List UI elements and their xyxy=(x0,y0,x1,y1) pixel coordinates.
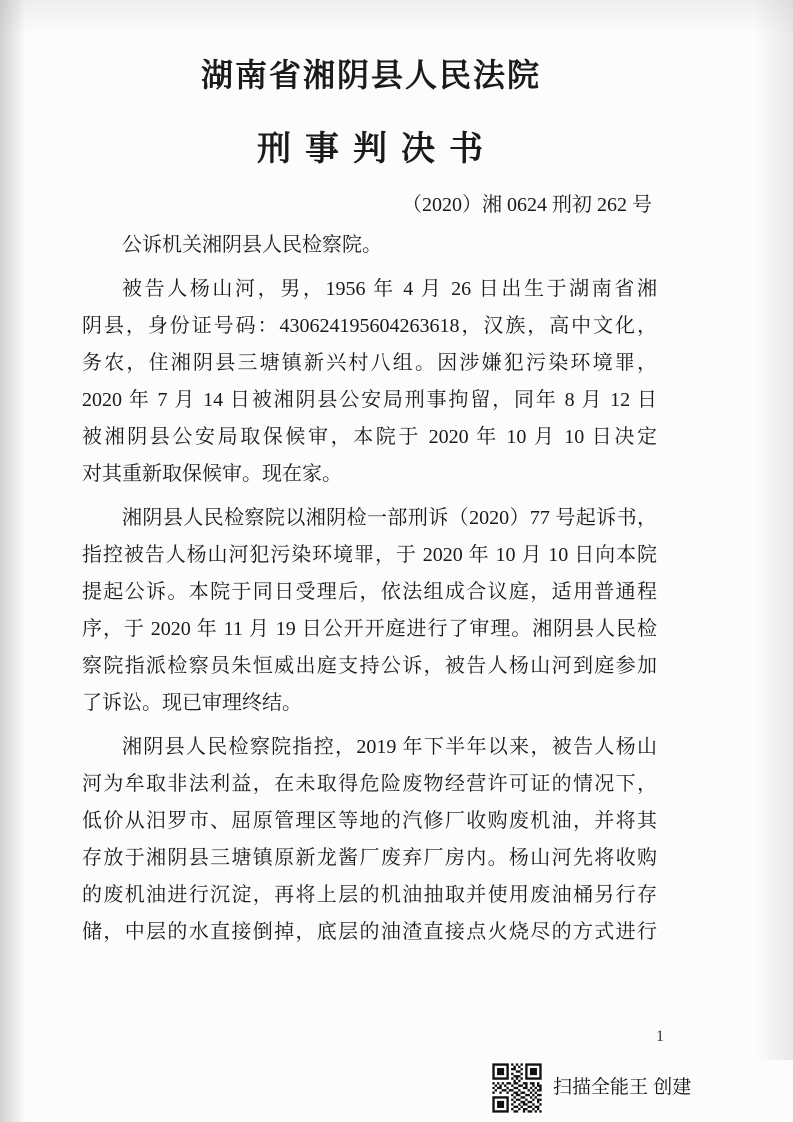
body-line: 2020 年 7 月 14 日被湘阴县公安局刑事拘留，同年 8 月 12 日 xyxy=(82,389,657,411)
paragraph-charges xyxy=(82,729,657,951)
body-line: 察院指派检察员朱恒威出庭支持公诉，被告人杨山河到庭参加 xyxy=(82,655,657,677)
body-line: 存放于湘阴县三塘镇原新龙酱厂废弃厂房内。杨山河先将收购 xyxy=(82,847,657,869)
paragraph-prosecutor xyxy=(82,227,657,264)
body-line: 储，中层的水直接倒掉，底层的油渣直接点火烧尽的方式进行 xyxy=(82,921,657,943)
judgment-body xyxy=(82,227,657,958)
body-line: 了诉讼。现已审理终结。 xyxy=(82,692,302,714)
body-line: 阴县，身份证号码：430624195604263618，汉族，高中文化， xyxy=(82,315,657,337)
document-type-heading: 刑事判决书 xyxy=(257,131,497,168)
body-line: 的废机油进行沉淀，再将上层的机油抽取并使用废油桶另行存 xyxy=(82,884,657,906)
scan-shadow-top xyxy=(0,0,793,36)
scanner-watermark-text: 扫描全能王 创建 xyxy=(553,1077,692,1098)
body-line: 提起公诉。本院于同日受理后，依法组成合议庭，适用普通程 xyxy=(82,581,657,603)
body-line: 河为牟取非法利益，在未取得危险废物经营许可证的情况下， xyxy=(82,773,657,795)
body-line: 指控被告人杨山河犯污染环境罪，于 2020 年 10 月 10 日向本院 xyxy=(82,544,657,566)
court-name-heading: 湖南省湘阴县人民法院 xyxy=(200,57,541,93)
body-line: 务农，住湘阴县三塘镇新兴村八组。因涉嫌犯污染环境罪， xyxy=(82,352,657,374)
body-line: 湘阴县人民检察院以湘阴检一部刑诉（2020）77 号起诉书， xyxy=(122,507,657,529)
paragraph-defendant xyxy=(82,271,657,493)
body-line: 低价从汨罗市、屈原管理区等地的汽修厂收购废机油，并将其 xyxy=(82,810,657,832)
body-line: 对其重新取保候审。现在家。 xyxy=(82,463,342,485)
body-line: 湘阴县人民检察院指控，2019 年下半年以来，被告人杨山 xyxy=(122,736,657,758)
body-line: 公诉机关湘阴县人民检察院。 xyxy=(122,234,382,256)
qr-code-icon xyxy=(490,1061,544,1115)
body-line: 被湘阴县公安局取保候审，本院于 2020 年 10 月 10 日决定 xyxy=(82,426,657,448)
page-number: 1 xyxy=(656,1028,664,1045)
body-line: 序，于 2020 年 11 月 19 日公开开庭进行了审理。湘阴县人民检 xyxy=(82,618,657,640)
body-line: 被告人杨山河，男，1956 年 4 月 26 日出生于湖南省湘 xyxy=(122,278,657,300)
scan-shadow-right xyxy=(755,0,793,1060)
case-number: （2020）湘 0624 刑初 262 号 xyxy=(402,194,652,216)
paragraph-procedure xyxy=(82,500,657,722)
